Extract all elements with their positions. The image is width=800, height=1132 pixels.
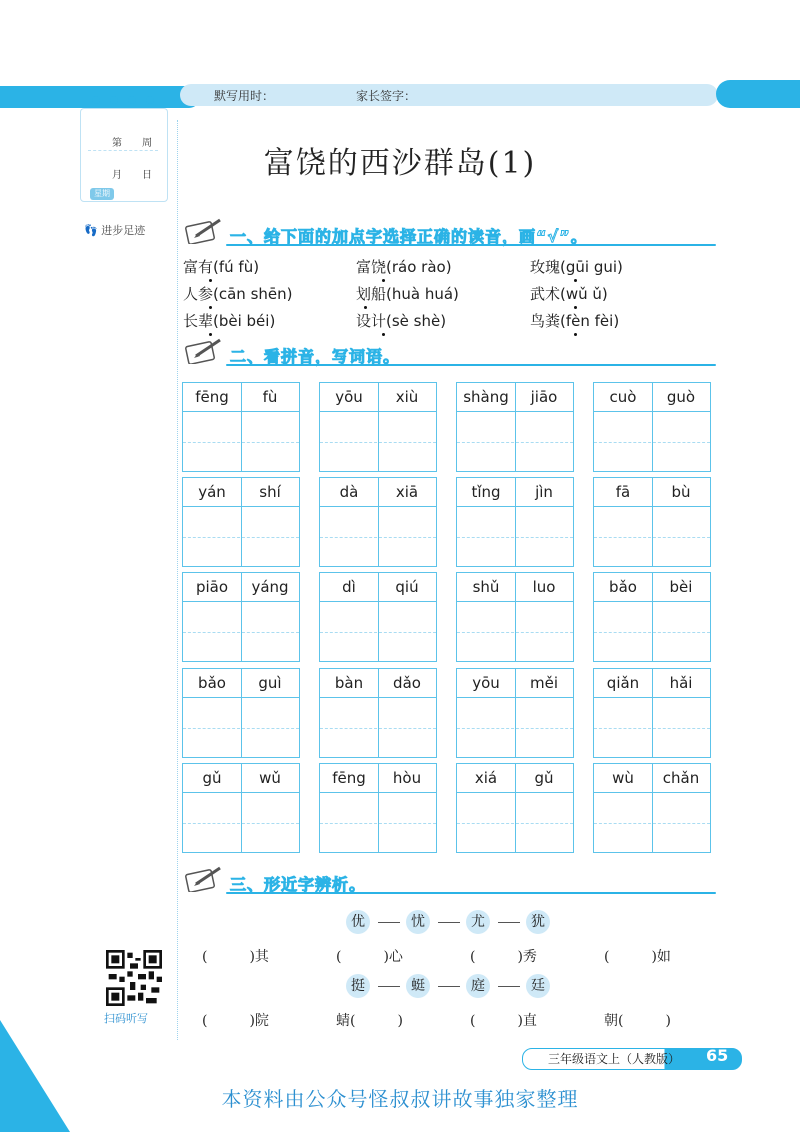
pinyin-syllable: bǎo [198,674,226,692]
char-bubble: 挺 [346,974,370,998]
header-left-band [0,86,200,108]
char-bubble: 蜓 [406,974,430,998]
cell-guide-line [320,632,436,633]
pinyin-syllable: jìn [535,483,553,501]
pinyin-syllable: chǎn [662,769,700,787]
pinyin-syllable: fù [262,388,278,406]
emphasis-dot [574,306,577,309]
blank-item[interactable]: 蜻( ) [336,1013,403,1029]
footprint-label [84,222,145,238]
pinyin-syllable: hǎi [669,674,693,692]
dash [498,986,520,987]
pinyin-syllable: shí [259,483,281,501]
calendar-week-2: 周 [142,138,152,149]
blank-item[interactable]: ( )秀 [470,949,537,965]
blank-item[interactable]: ( )心 [336,949,403,965]
cell-guide-line [457,632,573,633]
cell-guide-line [320,442,436,443]
calendar-ring [110,96,118,104]
pinyin-syllable: bù [671,483,691,501]
calendar-day: 日 [142,170,152,181]
word-item: 长辈(bèi béi) [183,312,276,330]
weekday-badge: 星期 [90,188,114,200]
pinyin-syllable: hòu [392,769,422,787]
emphasis-dot [382,279,385,282]
blank-item[interactable]: ( )如 [604,949,671,965]
char-bubble: 忧 [406,910,430,934]
pinyin-syllable: jiāo [530,388,558,406]
cell-guide-line [594,728,710,729]
dash [378,922,400,923]
cell-guide-line [183,728,299,729]
word-writing-cell[interactable] [456,382,574,472]
margin-line [177,120,179,1040]
word-item: 富有(fú fù) [183,258,260,276]
word-writing-cell[interactable] [319,572,437,662]
pinyin-syllable: wǔ [259,769,281,787]
book-title: 三年级语文上（人教版） [548,1052,681,1066]
emphasis-dot [364,306,367,309]
cell-guide-line [320,823,436,824]
emphasis-dot [209,279,212,282]
pinyin-syllable: bèi [669,578,693,596]
pinyin-syllable: wù [612,769,634,787]
pencil-paper-icon [184,336,224,364]
pinyin-syllable: dà [339,483,359,501]
calendar-month: 月 [112,170,122,181]
pinyin-syllable: dì [342,578,356,596]
word-writing-cell[interactable] [182,382,300,472]
calendar-ring [128,96,136,104]
char-bubble: 优 [346,910,370,934]
char-bubble: 犹 [526,910,550,934]
section2-heading: 二、看拼音，写词语。 [230,347,401,366]
pencil-paper-icon [184,864,224,892]
blank-item[interactable]: 朝( ) [604,1013,671,1029]
word-writing-cell[interactable] [319,763,437,853]
char-bubble: 廷 [526,974,550,998]
word-writing-cell[interactable] [593,477,711,567]
pinyin-syllable: guò [666,388,696,406]
pinyin-syllable: shǔ [472,578,500,596]
emphasis-dot [574,279,577,282]
cell-guide-line [594,442,710,443]
dash [378,986,400,987]
pinyin-syllable: yōu [472,674,500,692]
pinyin-syllable: qiǎn [606,674,640,692]
char-bubble: 庭 [466,974,490,998]
word-writing-cell[interactable] [182,763,300,853]
word-item: 人参(cān shēn) [183,285,293,303]
cell-guide-line [183,537,299,538]
pinyin-syllable: xiā [395,483,419,501]
pinyin-syllable: gǔ [202,769,222,787]
cell-guide-line [457,728,573,729]
cell-guide-line [594,632,710,633]
section1-header [182,222,716,248]
cell-guide-line [183,442,299,443]
cell-guide-line [320,537,436,538]
page-number: 65 [706,1046,729,1065]
pinyin-syllable: yōu [335,388,363,406]
word-writing-cell[interactable] [593,763,711,853]
pinyin-syllable: měi [529,674,558,692]
cell-guide-line [183,823,299,824]
corner-decoration [0,1020,70,1132]
word-writing-cell[interactable] [182,668,300,758]
pinyin-syllable: gǔ [534,769,554,787]
pinyin-syllable: qiú [395,578,419,596]
word-item: 玫瑰(gūi gui) [530,258,623,276]
footprint-text: 进步足迹 [101,224,146,237]
qr-label: 扫码听写 [104,1012,148,1025]
pinyin-syllable: luo [532,578,556,596]
cell-guide-line [457,537,573,538]
watermark-text: 本资料由公众号怪叔叔讲故事独家整理 [221,1087,579,1111]
pinyin-syllable: xiù [395,388,419,406]
word-writing-cell[interactable] [319,382,437,472]
pinyin-syllable: tǐng [471,483,501,501]
word-item: 鸟粪(fèn fèi) [530,312,620,330]
cell-guide-line [594,537,710,538]
word-writing-cell[interactable] [182,572,300,662]
blank-item[interactable]: ( )直 [470,1013,537,1029]
word-item: 划船(huà huá) [356,285,459,303]
header-right-tab [716,80,800,108]
dash [438,922,460,923]
pinyin-syllable: cuò [609,388,637,406]
pinyin-syllable: bàn [334,674,364,692]
section3-header [182,870,716,896]
page-title: 富饶的西沙群岛(1) [263,146,537,181]
section1-heading: 一、给下面的加点字选择正确的读音，画“√”。 [230,227,588,246]
emphasis-dot [382,333,385,336]
word-writing-cell[interactable] [182,477,300,567]
char-bubble: 尤 [466,910,490,934]
pinyin-syllable: fā [615,483,631,501]
word-writing-cell[interactable] [456,763,574,853]
calendar-ring [92,96,100,104]
pinyin-syllable: piāo [195,578,229,596]
pinyin-syllable: fēng [195,388,229,406]
word-item: 武术(wǔ ǔ) [530,285,608,303]
word-item: 富饶(ráo rào) [356,258,452,276]
dash [498,922,520,923]
dictation-time-label: 默写用时： [214,89,275,103]
section2-header [182,342,716,368]
word-writing-cell[interactable] [319,477,437,567]
calendar-ring [146,96,154,104]
pinyin-syllable: shàng [463,388,509,406]
cell-guide-line [183,632,299,633]
section3-heading: 三、形近字辨析。 [230,875,367,894]
pinyin-syllable: bǎo [609,578,637,596]
pencil-paper-icon [184,216,224,244]
blank-item[interactable]: ( )院 [202,1013,269,1029]
blank-item[interactable]: ( )其 [202,949,269,965]
emphasis-dot [574,333,577,336]
pinyin-syllable: dǎo [393,674,421,692]
word-item: 设计(sè shè) [356,312,447,330]
cell-guide-line [457,823,573,824]
parent-sign-label: 家长签字： [356,89,417,103]
word-writing-cell[interactable] [456,668,574,758]
cell-guide-line [457,442,573,443]
dash [438,986,460,987]
pinyin-syllable: yáng [251,578,289,596]
word-writing-cell[interactable] [593,668,711,758]
cell-guide-line [320,728,436,729]
word-writing-cell[interactable] [456,572,574,662]
word-writing-cell[interactable] [593,572,711,662]
footprint-icon: 👣 [84,224,98,237]
cell-guide-line [594,823,710,824]
qr-code-icon[interactable] [106,950,162,1006]
calendar-week-1: 第 [112,138,122,149]
pinyin-syllable: xiá [474,769,498,787]
pinyin-syllable: yán [198,483,226,501]
word-writing-cell[interactable] [456,477,574,567]
pinyin-syllable: guì [258,674,282,692]
word-writing-cell[interactable] [593,382,711,472]
word-writing-cell[interactable] [319,668,437,758]
emphasis-dot [209,306,212,309]
pinyin-syllable: fēng [332,769,366,787]
